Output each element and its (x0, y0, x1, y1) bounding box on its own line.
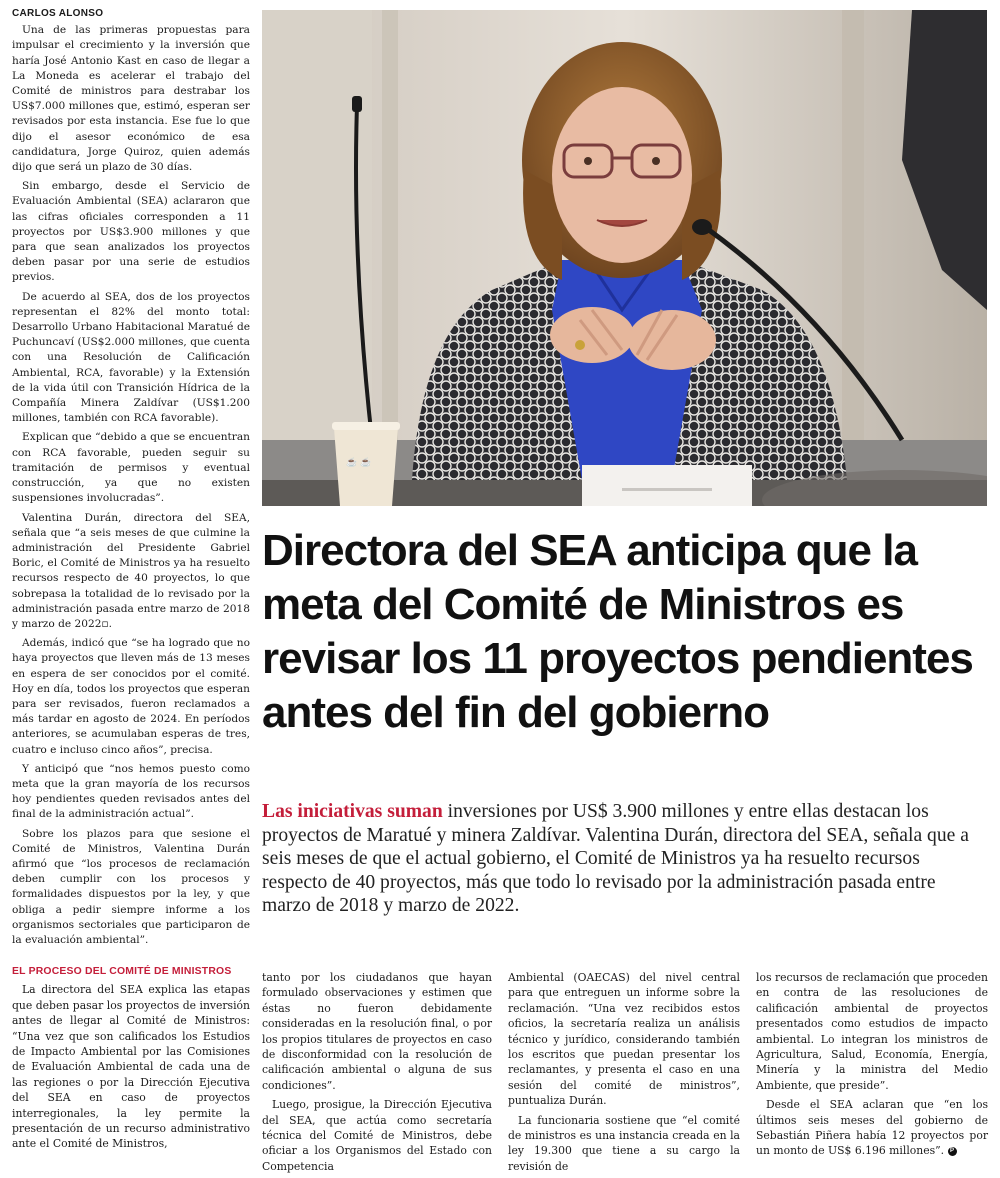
paragraph: La directora del SEA explica las etapas que deben pasar los proyectos de inversión antes de llegar al Comité de Ministros: “Una vez que son calificados los Estudios de Impacto Ambiental por las Comisiones de Evaluación Ambiental de cada una de las regiones o por la Dirección Ejecutiva del SEA en caso de proyectos interregionales, la ley permite la presentación de un recurso administrativo ante el Comité de Ministros, (12, 983, 250, 1151)
paragraph: Sobre los plazos para que sesione el Comité de Ministros, Valentina Durán afirmó que “los procesos de reclamación deben cumplir con los procesos y formalidades dispuestos por la ley, y que obliga a pedir siempre informe a los organismos sectoriales que participaron de la evaluación ambiental”. (12, 827, 250, 946)
paragraph: Ambiental (OAECAS) del nivel central para que entreguen un informe sobre la reclamación. “Una vez recibidos estos oficios, la secretaría realiza un análisis técnico y jurídico, considerando también los escritos que puedan presentar los reclamantes, y presenta el caso en una sesión del comité de ministros”, puntualiza Durán. (508, 971, 740, 1108)
closing-text: Desde el SEA aclaran que “en los últimos seis meses del gobierno de Sebastián Piñera había 12 proyectos por un monto de US$ 6.196 millones”. (756, 1098, 988, 1158)
paragraph (756, 1097, 988, 1159)
paragraph: Sin embargo, desde el Servicio de Evaluación Ambiental (SEA) aclararon que las cifras oficiales corresponden a 11 proyectos por US$3.900 millones y que para que sean analizados los proyectos deben pasar por una serie de estudios previos. (12, 180, 250, 284)
lead-prefix: Las iniciativas suman (262, 801, 443, 822)
paragraph: los recursos de reclamación que proceden en contra de las resoluciones de calificación ambiental de proyectos presentados como estudios de impacto ambiental. Lo integran los ministros de Agricultura, Salud, Economía, Energía, Minería y la ministra del Medio Ambiente, que preside”. (756, 971, 988, 1092)
paragraph: tanto por los ciudadanos que hayan formulado observaciones y estimen que éstas no fueron debidamente consideradas en la resolución final, o por los propios titulares de proyectos en caso de disconformidad con la resolución de calificación ambiental o alguna de sus condiciones”. (262, 971, 492, 1092)
lead-paragraph (262, 800, 987, 918)
left-column (12, 6, 250, 952)
paragraph: Luego, prosigue, la Dirección Ejecutiva del SEA, que actúa como secretaría técnica del Comité de Ministros, debe oficiar a los Organismos del Estado con Competencia (262, 1098, 492, 1173)
bottom-column-2 (262, 970, 492, 1178)
paragraph: Una de las primeras propuestas para impulsar el crecimiento y la inversión que haría José Antonio Kast en caso de llegar a La Moneda es acelerar el trabajo del Comité de ministros para destrabar los US$7.000 millones que, estimó, esperan ser revisados por esta instancia. Ese fue lo que dijo el asesor económico de esa candidatura, Jorge Quiroz, quien además dijo que será un plazo de 30 días. (12, 24, 250, 174)
bottom-column-3 (508, 970, 740, 1178)
lead-text: inversiones por US$ 3.900 millones y entre ellas destacan los proyectos de Maratué y minera Zaldívar. Valentina Durán, directora del SEA, señala que a seis meses de que el actual gobierno, el Comité de Ministros ya ha resuelto recursos respecto de 40 proyectos, más que todo lo revisado por la administración pasada entre marzo de 2018 y marzo de 2022. (262, 801, 969, 916)
paragraph: La funcionaria sostiene que “el comité de ministros es una instancia creada en la ley 19.300 que tiene a su cargo la revisión de (508, 1113, 740, 1173)
name-card (582, 465, 752, 506)
face (552, 87, 692, 263)
headline: Directora del SEA anticipa que la meta del Comité de Ministros es revisar los 11 proyectos pendientes antes del fin del gobierno (262, 526, 973, 737)
photo-illustration (262, 10, 987, 506)
bottom-column-1 (12, 964, 250, 1156)
paragraph: Y anticipó que “nos hemos puesto como meta que la gran mayoría de los recursos hoy pendientes queden revisados antes del final de la administración actual”. (12, 762, 250, 821)
paragraph: De acuerdo al SEA, dos de los proyectos representan el 82% del monto total: Desarrollo Urbano Habitacional Maratué de Puchuncaví (US$2.000 millones, que cuenta con una Resolución de Calificación Ambiental, RCA, favorable) y la Extensión de la vida útil con Transición Hídrica de la Compañía Minera Zaldívar (US$1.200 millones, también con RCA favorable). (12, 290, 250, 425)
section-heading: EL PROCESO DEL COMITÉ DE MINISTROS (12, 966, 232, 977)
svg-text:☕ ☕: ☕ ☕ (346, 458, 372, 468)
paragraph: Explican que “debido a que se encuentran con RCA favorable, pueden seguir su tramitación de permisos y eventual construcción, ya que no existen suspensiones involucradas”. (12, 431, 250, 505)
bottom-column-4 (756, 970, 988, 1163)
paragraph: Valentina Durán, directora del SEA, señala que “a seis meses de que culmine la administración del Presidente Gabriel Boric, el Comité de Ministros ya ha resuelto recursos respecto de 40 proyectos, lo que sobrepasa la totalidad de lo revisado por la administración pasada entre marzo de 2018 y marzo de 2022▫. (12, 511, 250, 630)
byline: CARLOS ALONSO (12, 8, 104, 19)
article-photo (262, 10, 987, 506)
end-of-article-icon: P (948, 1147, 957, 1156)
paragraph: Además, indicó que “se ha logrado que no haya proyectos que lleven más de 13 meses en espera de ser conocidos por el comité. Hoy en día, todos los proyectos que esperan para ser revisados, fueron reclamados a más tardar en agosto de 2024. En períodos anteriores, se acumulaban esperas de tres, cuatro e incluso cinco años”, precisa. (12, 637, 250, 756)
